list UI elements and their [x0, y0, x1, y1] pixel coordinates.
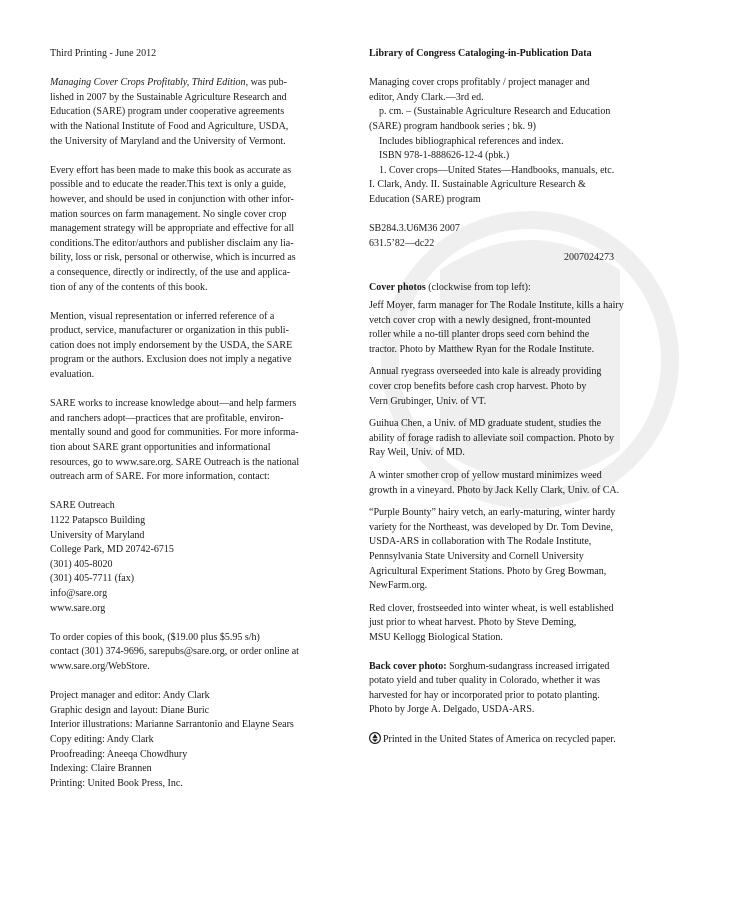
disclaimer-line: Every effort has been made to make this book as accurate as: [50, 164, 292, 176]
disclaimer-line: management strategy will be appropriate and effective for all: [50, 223, 295, 235]
fax: (301) 405-7711 (fax): [50, 573, 135, 585]
call-number: SB284.3.U6M36 2007: [369, 223, 460, 235]
disclaimer-line: possible and to educate the reader.This text is only a guide,: [50, 179, 287, 191]
cip-line: 1. Cover crops—United States—Handbooks, manuals, etc.: [379, 164, 615, 176]
mention-line: evaluation.: [50, 369, 95, 381]
caption-line: Vern Grubinger, Univ. of VT.: [369, 395, 487, 407]
caption-line: ability of forage radish to alleviate soil compaction. Photo by: [369, 432, 614, 444]
caption-line: potato yield and tuber quality in Colorado, whether it was: [369, 675, 601, 687]
address-line: SARE Outreach: [50, 500, 115, 512]
sare-works-line: mentally sound and good for communities. For more informa-: [50, 427, 299, 439]
website-link[interactable]: www.sare.org: [50, 602, 106, 614]
caption-line: Guihua Chen, a Univ. of MD graduate student, studies the: [369, 418, 602, 430]
credit-line: Copy editing: Andy Clark: [50, 733, 154, 745]
order-paragraph: [50, 631, 340, 675]
mention-line: Mention, visual representation or inferred reference of a: [50, 310, 275, 322]
intro-line: , was pub-: [245, 77, 287, 89]
disclaimer-line: however, and should be used in conjunction with other infor-: [50, 193, 294, 205]
cip-line: p. cm. – (Sustainable Agriculture Research and Education: [379, 106, 611, 118]
caption-line: growth in a vineyard. Photo by Jack Kelly Clark, Univ. of CA.: [369, 484, 620, 496]
disclaimer-line: conditions.The editor/authors and publisher disclaim any lia-: [50, 237, 294, 249]
intro-line: lished in 2007 by the Sustainable Agriculture Research and: [50, 91, 287, 103]
caption-line: vetch cover crop with a newly designed, front-mounted: [369, 314, 591, 326]
caption-line: just prior to wheat harvest. Photo by Steve Deming,: [369, 617, 577, 629]
caption-line: roller while a no-till planter drops seed corn behind the: [369, 329, 590, 341]
mention-line: product, service, manufacturer or organization in this publi-: [50, 325, 289, 337]
caption-line: Photo by Jorge A. Delgado, USDA-ARS.: [369, 704, 535, 716]
sare-works-line: outreach arm of SARE. For more information, contact:: [50, 471, 270, 483]
cover-photos-heading: Cover photos: [369, 281, 426, 293]
photo-caption: [369, 417, 659, 461]
mention-paragraph: [50, 310, 340, 383]
mention-line: program or the authors. Exclusion does not imply a negative: [50, 354, 292, 366]
photo-caption: [369, 365, 659, 409]
cip-line: (SARE) program handbook series ; bk. 9): [369, 120, 536, 132]
cip-heading: Library of Congress Cataloging-in-Publication Data: [369, 48, 592, 59]
back-cover-heading: Back cover photo:: [369, 660, 447, 672]
intro-paragraph: [50, 76, 340, 149]
recycled-text: Printed in the United States of America on recycled paper.: [383, 733, 616, 745]
disclaimer-line: a consequence, directly or indirectly, of the use and applica-: [50, 266, 291, 278]
credits-block: [50, 689, 340, 791]
caption-line: MSU Kellogg Biological Station.: [369, 631, 503, 643]
credit-line: Interior illustrations: Marianne Sarrantonio and Elayne Sears: [50, 719, 294, 731]
email-link[interactable]: info@sare.org: [50, 587, 108, 599]
recycle-icon: [369, 732, 381, 744]
intro-line: Education (SARE) program under cooperative agreements: [50, 106, 285, 118]
caption-line: harvested for hay or incorporated prior to potato planting.: [369, 689, 600, 701]
disclaimer-line: bility, loss or risk, personal or otherwise, which is incurred as: [50, 252, 296, 264]
address-block: [50, 499, 340, 616]
caption-line: “Purple Bounty” hairy vetch, an early-maturing, winter hardy: [369, 507, 616, 519]
mention-line: cation does not imply endorsement by the USDA, the SARE: [50, 339, 293, 351]
intro-line: the University of Maryland and the University of Vermont.: [50, 135, 286, 147]
sare-works-line: tion about SARE grant opportunities and informational: [50, 442, 271, 454]
credit-line: Proofreading: Aneeqa Chowdhury: [50, 748, 188, 760]
credit-line: Graphic design and layout: Diane Buric: [50, 704, 210, 716]
caption-line: NewFarm.org.: [369, 580, 428, 592]
address-line: 1122 Patapsco Building: [50, 515, 146, 526]
caption-line: Pennsylvania State University and Cornell University: [369, 551, 584, 562]
caption-line: tractor. Photo by Matthew Ryan for the Rodale Institute.: [369, 343, 595, 355]
cip-line: Includes bibliographical references and index.: [379, 135, 564, 147]
photo-caption: [369, 506, 659, 594]
cover-photos-note: (clockwise from top left):: [425, 281, 531, 293]
caption-line: Annual ryegrass overseeded into kale is already providing: [369, 366, 602, 378]
cip-record: [369, 76, 659, 207]
photo-caption: [369, 602, 659, 646]
right-column: [369, 47, 659, 748]
address-line: College Park, MD 20742-6715: [50, 544, 174, 556]
back-cover-caption: [369, 660, 659, 718]
lccn: 2007024273: [564, 252, 614, 264]
call-numbers: [369, 222, 659, 251]
webstore-link[interactable]: www.sare.org/WebStore.: [50, 660, 150, 672]
disclaimer-line: tion of any of the contents of this book.: [50, 281, 208, 293]
cip-line: I. Clark, Andy. II. Sustainable Agriculture Research &: [369, 179, 586, 191]
credit-line: Indexing: Claire Brannen: [50, 763, 152, 775]
dewey-number: 631.5’82—dc22: [369, 237, 435, 249]
isbn: ISBN 978-1-888626-12-4 (pbk.): [379, 150, 510, 162]
order-line: To order copies of this book, ($19.00 plus $5.95 s/h): [50, 631, 260, 643]
caption-line: Sorghum-sudangrass increased irrigated: [446, 660, 610, 672]
sare-works-line: resources, go to www.sare.org. SARE Outreach is the national: [50, 456, 300, 468]
caption-line: A winter smother crop of yellow mustard minimizes weed: [369, 470, 602, 482]
left-column: [50, 47, 340, 806]
cip-line: Education (SARE) program: [369, 193, 481, 205]
address-line: University of Maryland: [50, 529, 145, 541]
disclaimer-line: mation sources on farm management. No single cover crop: [50, 208, 287, 220]
caption-line: USDA-ARS in collaboration with The Rodale Institute,: [369, 536, 592, 548]
book-title: Managing Cover Crops Profitably, Third Edition: [50, 77, 246, 89]
photo-caption: [369, 299, 659, 357]
cover-photos-heading-line: [369, 281, 659, 296]
sare-works-paragraph: [50, 397, 340, 485]
caption-line: Red clover, frostseeded into winter wheat, is well established: [369, 602, 614, 614]
intro-line: with the National Institute of Food and Agriculture, USDA,: [50, 120, 289, 132]
order-line: contact (301) 374-9696, sarepubs@sare.org, or order online at: [50, 646, 299, 658]
caption-line: variety for the Northeast, was developed by Dr. Tom Devine,: [369, 521, 614, 533]
caption-line: Ray Weil, Univ. of MD.: [369, 447, 465, 459]
recycled-note: [369, 732, 659, 748]
caption-line: Agricultural Experiment Stations. Photo by Greg Bowman,: [369, 565, 607, 577]
credit-line: Project manager and editor: Andy Clark: [50, 690, 210, 702]
cip-line: Managing cover crops profitably / project manager and: [369, 77, 590, 89]
sare-works-line: SARE works to increase knowledge about—and help farmers: [50, 398, 297, 410]
phone: (301) 405-8020: [50, 558, 113, 570]
caption-line: cover crop benefits before cash crop harvest. Photo by: [369, 381, 587, 393]
credit-line: Printing: United Book Press, Inc.: [50, 777, 183, 789]
cip-line: editor, Andy Clark.—3rd ed.: [369, 91, 484, 103]
printing-line: Third Printing - June 2012: [50, 48, 157, 59]
disclaimer-paragraph: [50, 164, 340, 295]
photo-caption: [369, 469, 659, 498]
sare-works-line: and ranchers adopt—practices that are profitable, environ-: [50, 412, 284, 424]
caption-line: Jeff Moyer, farm manager for The Rodale Institute, kills a hairy: [369, 300, 624, 312]
